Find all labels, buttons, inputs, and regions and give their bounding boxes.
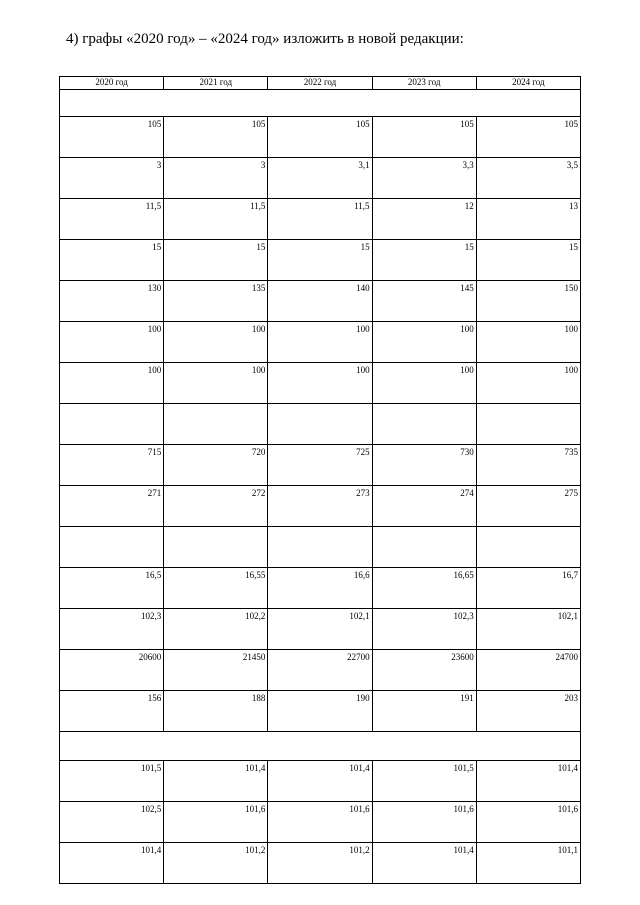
table-row xyxy=(60,843,581,884)
table-cell: 105 xyxy=(60,117,164,158)
column-header-2022: 2022 год xyxy=(268,77,372,90)
table-row xyxy=(60,650,581,691)
table-cell xyxy=(164,527,268,568)
table-cell: 20600 xyxy=(60,650,164,691)
table-cell: 100 xyxy=(268,363,372,404)
table-cell: 145 xyxy=(372,281,476,322)
table-cell: 100 xyxy=(372,322,476,363)
table-cell: 203 xyxy=(476,691,580,732)
table-cell: 101,4 xyxy=(164,761,268,802)
table-cell: 11,5 xyxy=(164,199,268,240)
table-cell: 101,6 xyxy=(476,802,580,843)
table-cell: 101,6 xyxy=(372,802,476,843)
table-cell xyxy=(372,404,476,445)
table-row xyxy=(60,527,581,568)
table-cell: 735 xyxy=(476,445,580,486)
table-cell: 105 xyxy=(268,117,372,158)
table-cell: 16,7 xyxy=(476,568,580,609)
table-cell: 191 xyxy=(372,691,476,732)
table-cell: 725 xyxy=(268,445,372,486)
table-cell: 22700 xyxy=(268,650,372,691)
table-cell: 102,1 xyxy=(268,609,372,650)
table-cell: 23600 xyxy=(372,650,476,691)
table-cell: 271 xyxy=(60,486,164,527)
table-row xyxy=(60,240,581,281)
table-cell: 101,2 xyxy=(164,843,268,884)
table-cell: 101,4 xyxy=(268,761,372,802)
table-cell: 100 xyxy=(476,363,580,404)
table-cell xyxy=(164,404,268,445)
table-cell: 730 xyxy=(372,445,476,486)
table-cell: 3 xyxy=(60,158,164,199)
table-cell: 101,4 xyxy=(60,843,164,884)
table-row xyxy=(60,363,581,404)
table-cell: 715 xyxy=(60,445,164,486)
table-row xyxy=(60,445,581,486)
section-row xyxy=(60,732,581,761)
table-cell: 100 xyxy=(372,363,476,404)
table-row xyxy=(60,404,581,445)
table-cell: 105 xyxy=(164,117,268,158)
table-cell xyxy=(476,404,580,445)
table-cell: 101,2 xyxy=(268,843,372,884)
table-body xyxy=(60,90,581,884)
table-cell: 15 xyxy=(268,240,372,281)
table-row xyxy=(60,761,581,802)
table-cell: 15 xyxy=(476,240,580,281)
table-cell: 102,3 xyxy=(60,609,164,650)
table-cell: 156 xyxy=(60,691,164,732)
table-cell: 13 xyxy=(476,199,580,240)
table-cell xyxy=(268,404,372,445)
table-cell: 16,55 xyxy=(164,568,268,609)
table-cell xyxy=(60,527,164,568)
table-cell: 101,6 xyxy=(268,802,372,843)
table-cell xyxy=(268,527,372,568)
table-cell: 3,3 xyxy=(372,158,476,199)
table-cell: 101,1 xyxy=(476,843,580,884)
table-row xyxy=(60,609,581,650)
table-header-row xyxy=(60,77,581,90)
table-cell: 11,5 xyxy=(268,199,372,240)
table-cell: 140 xyxy=(268,281,372,322)
table-cell: 190 xyxy=(268,691,372,732)
table-row xyxy=(60,117,581,158)
table-cell: 130 xyxy=(60,281,164,322)
table-cell: 272 xyxy=(164,486,268,527)
table-cell xyxy=(372,527,476,568)
table-cell xyxy=(476,527,580,568)
table-cell: 102,5 xyxy=(60,802,164,843)
table-cell: 135 xyxy=(164,281,268,322)
table-cell: 102,3 xyxy=(372,609,476,650)
table-cell: 274 xyxy=(372,486,476,527)
table-cell: 100 xyxy=(476,322,580,363)
forecast-table xyxy=(59,76,581,884)
table-cell: 15 xyxy=(164,240,268,281)
table-cell: 102,2 xyxy=(164,609,268,650)
table-cell: 15 xyxy=(60,240,164,281)
table-cell: 12 xyxy=(372,199,476,240)
column-header-2024: 2024 год xyxy=(476,77,580,90)
table-row xyxy=(60,568,581,609)
table-cell: 101,4 xyxy=(476,761,580,802)
table-cell: 16,65 xyxy=(372,568,476,609)
table-row xyxy=(60,486,581,527)
table-cell: 105 xyxy=(476,117,580,158)
table-cell: 102,1 xyxy=(476,609,580,650)
column-header-2023: 2023 год xyxy=(372,77,476,90)
section-cell xyxy=(60,732,581,761)
table-cell: 720 xyxy=(164,445,268,486)
table-cell: 3 xyxy=(164,158,268,199)
table-row xyxy=(60,281,581,322)
table-cell: 150 xyxy=(476,281,580,322)
table-row xyxy=(60,802,581,843)
section-row xyxy=(60,90,581,117)
amendment-heading: 4) графы «2020 год» – «2024 год» изложить в новой редакции: xyxy=(66,31,464,47)
table-cell: 100 xyxy=(164,363,268,404)
table-row xyxy=(60,158,581,199)
table-cell: 3,1 xyxy=(268,158,372,199)
table-cell: 100 xyxy=(60,322,164,363)
table-cell: 275 xyxy=(476,486,580,527)
table-cell: 101,5 xyxy=(372,761,476,802)
table-cell: 15 xyxy=(372,240,476,281)
table-cell: 101,5 xyxy=(60,761,164,802)
table-cell: 105 xyxy=(372,117,476,158)
table-row xyxy=(60,322,581,363)
table-cell: 101,6 xyxy=(164,802,268,843)
table-cell: 100 xyxy=(164,322,268,363)
table-cell: 16,6 xyxy=(268,568,372,609)
table-cell: 101,4 xyxy=(372,843,476,884)
section-cell xyxy=(60,90,581,117)
table-cell: 11,5 xyxy=(60,199,164,240)
table-cell: 21450 xyxy=(164,650,268,691)
column-header-2020: 2020 год xyxy=(60,77,164,90)
table-cell: 100 xyxy=(60,363,164,404)
table-cell: 273 xyxy=(268,486,372,527)
table-cell: 188 xyxy=(164,691,268,732)
table-cell xyxy=(60,404,164,445)
table-cell: 24700 xyxy=(476,650,580,691)
table-cell: 16,5 xyxy=(60,568,164,609)
column-header-2021: 2021 год xyxy=(164,77,268,90)
table-cell: 100 xyxy=(268,322,372,363)
table-row xyxy=(60,691,581,732)
table-cell: 3,5 xyxy=(476,158,580,199)
table-row xyxy=(60,199,581,240)
